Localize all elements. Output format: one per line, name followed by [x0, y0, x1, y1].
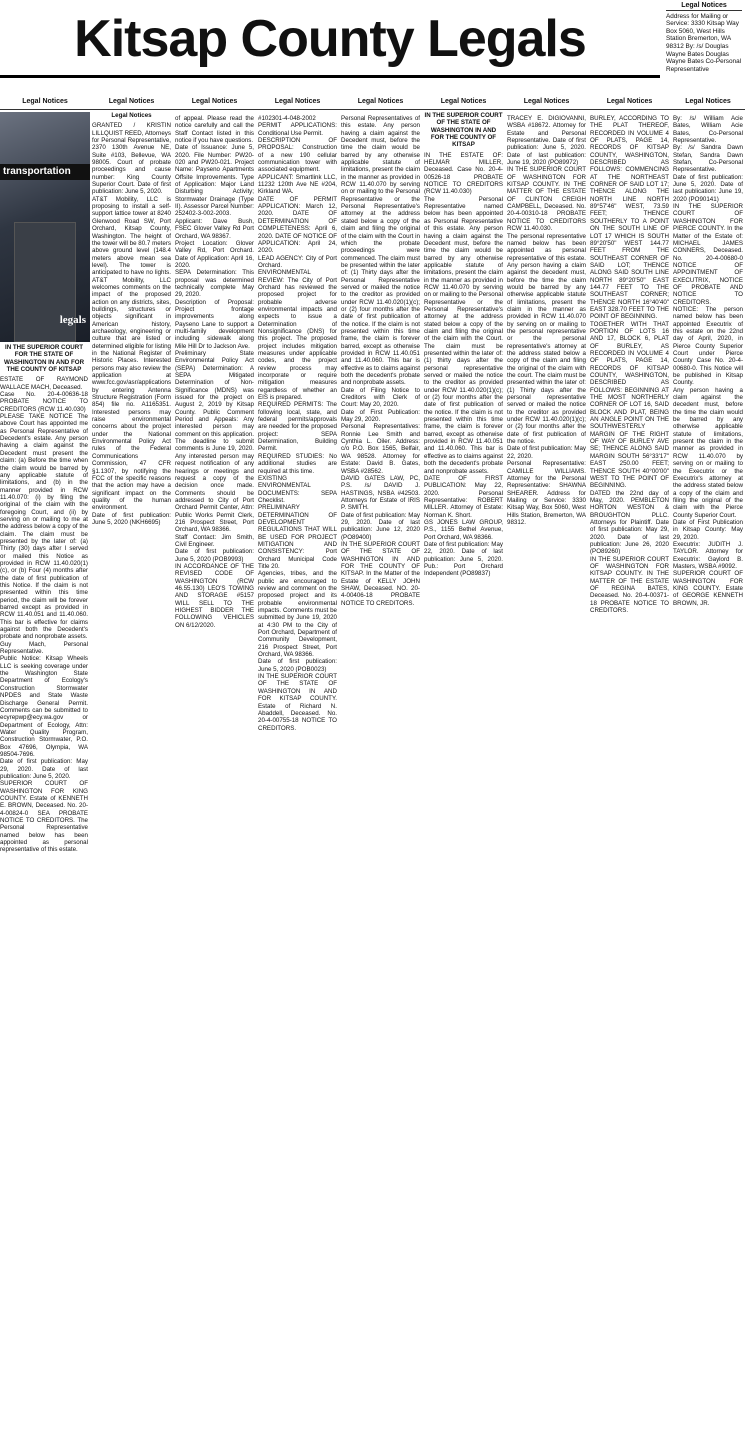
section-label-6: Legal Notices [422, 98, 505, 110]
section-label-9: Legal Notices [671, 98, 745, 110]
legal-column-3 [175, 112, 254, 1438]
column-8-body: BURLEY, ACCORDING TO THE PLAT THEREOF, RECORDED IN VOLUME 4 OF PLATS, PAGE 14, RECORDS OF KITSAP COUNTY, WASHINGTON, DESCRIBED AS FOLLOWS: COMMENCING AT THE NORTHEAST CORNER OF SAID LOT 17; THENCE ALONG THE NORTH LINE NORTH 89°57'46" WEST, 73.59 FEET; THENCE SOUTHERLY TO A POINT ON THE SOUTH LINE OF LOT 17 WHICH IS SOUTH 89°20'50" WEST 144.77 FEET FROM THE SOUTHEAST CORNER OF SAID LOT; THENCE ALONG SAID SOUTH LINE NORTH 89°20'50" EAST 144.77 FEET TO THE SOUTHEAST CORNER; THENCE NORTH 16°40'40" EAST 328.70 FEET TO THE POINT OF BEGINNING. TOGETHER WITH THAT PORTION OF LOTS 16 AND 17, BLOCK 6, PLAT OF BURLEY, AS RECORDED IN VOLUME 4 OF PLATS, PAGE 14, RECORDS OF KITSAP COUNTY, WASHINGTON, DESCRIBED AS FOLLOWS: BEGINNING AT THE MOST NORTHERLY CORNER OF LOT 16, SAID BLOCK AND PLAT, BEING AN ANGLE POINT ON THE SOUTHWESTERLY MARGIN OF THE RIGHT OF WAY OF BURLEY AVE SE; THENCE ALONG SAID MARGIN SOUTH 56°33'17" EAST 250.00 FEET; THENCE SOUTH 40°00'00" WEST TO THE POINT OF BEGINNING. DATED the 22nd day of May, 2020. PEMBLETON HORTON WESTON & BROUGHTON PLLC. Attorneys for Plaintiff. Date of first publication: May 29, 2020. Date of last publication: June 26, 2020 (PO89260) IN THE SUPERIOR COURT OF WASHINGTON FOR KITSAP COUNTY. IN THE MATTER OF THE ESTATE OF REGINA BATES, Deceased. No. 20-4-00371-18 PROBATE NOTICE TO CREDITORS. [590, 115, 669, 615]
column-2-heading: Legal Notices [111, 112, 152, 119]
legal-column-5 [341, 112, 420, 1438]
top-right-text: Address for Mailing or Service: 3330 Kitsap Way Box 5060, West Hills Station Bremerton, WA 98312 By: /s/ Douglas Wayne Bates Douglas Wayne Bates Co-Personal Representative [666, 12, 742, 73]
legal-column-4 [258, 112, 337, 1438]
legal-column-7 [507, 112, 586, 1438]
page-title: Kitsap County Legals [74, 10, 586, 68]
legal-column-8 [590, 112, 669, 1438]
legal-column-6 [424, 112, 503, 1438]
column-6-heading: IN THE SUPERIOR COURT OF THE STATE OF WASHINGTON IN AND FOR THE COUNTY OF KITSAP [424, 112, 503, 149]
column-3-body: of appeal. Please read the notice carefully and call the Staff Contact listed in this notice if you have questions. Date of Issuance: June 5, 2020. File Number: PW20-020 and PW20-021. Project Name: Payseno Apartments Offsite Improvements. Type of Application: Major Land Disturbing Activity; Stormwater Drainage (Type II). Assessor Parcel Number: 252402-3-002-2003. Applicant: Dave Bush, FSEC Glover Valley Rd Port Orchard, WA 98367. Project Location: Glover Valley Rd, Port Orchard. Date of Application: April 16, 2020. SEPA Determination: This proposal was determined technically complete May 29, 2020. Description of Proposal: Project frontage improvements along Payseno Lane to support a multi-family development including sidewalk along Mile Hill Dr to Jackson Ave. Preliminary State Environmental Policy Act (SEPA) Determination: A SEPA Mitigated Determination of Non-Significance (MDNS) was issued for the project on August 2, 2019 by Kitsap County. Public Comment Period and Appeals: Any interested person may comment on this application. The deadline to submit comments is June 19, 2020. Any interested person may request notification of any hearings or meetings and request a copy of the decision once made. Comments should be addressed to City of Port Orchard Permit Center, Attn: Public Works Permit Clerk, 216 Prospect Street, Port Orchard, WA 98366. Staff Contact: Jim Smith, Civil Engineer. Date of first publication: June 5, 2020 (POB9993) IN ACCORDANCE OF THE REVISED CODE OF WASHINGTON (RCW 46.55.130) LEO'S TOWING AND STORAGE #5157 WILL SELL TO THE HIGHEST BIDDER THE FOLLOWING VEHICLES ON 6/12/2020. [175, 115, 254, 629]
photo-bar-label: transportation [0, 164, 90, 180]
section-label-3: Legal Notices [173, 98, 256, 110]
section-label-5: Legal Notices [339, 98, 422, 110]
legal-column-9 [673, 112, 743, 1438]
column-9-body: By: /s/ William Acie Bates, William Acie Bates, Co-Personal Representative. By: /s/ Sandra Dawn Stefan, Sandra Dawn Stefan, Co-Personal Representative. Date of first publication: June 5, 2020. Date of last publication: June 19, 2020 (PO90141) IN THE SUPERIOR COURT OF WASHINGTON FOR PIERCE COUNTY. In the Matter of the Estate of: MICHAEL JAMES CONNERS, Deceased. No. 20-4-00680-0 NOTICE OF APPOINTMENT OF EXECUTRIX, NOTICE OF PROBATE AND NOTICE TO CREDITORS. NOTICE: The person named below has been appointed Executrix of this estate on the 22nd day of April, 2020, in Pierce County Superior Court under Pierce County Case No. 20-4-00680-0. This Notice will be published in Kitsap County. Any person having a claim against the decedent must, before the time the claim would be barred by any otherwise applicable statute of limitations, present the claim in the manner as provided in RCW 11.40.070 by serving on or mailing to the Executrix or the Executrix's attorney at the address stated below a copy of the claim and filing the original of the claim with the Pierce County Superior Court. Date of First Publication in Kitsap County: May 29, 2020. Executrix: JUDITH J. TAYLOR. Attorney for Executrix: Gaylord B. Masters, WSBA #9092. SUPERIOR COURT OF WASHINGTON FOR KING COUNTY. Estate of GEORGE KENNETH BROWN, JR. [673, 115, 743, 607]
photo-caption: legals [59, 314, 86, 326]
column-1-heading: IN THE SUPERIOR COURT FOR THE STATE OF WASHINGTON IN AND FOR THE COUNTY OF KITSAP [3, 344, 85, 374]
top-right-notice [663, 0, 745, 75]
section-label-2: Legal Notices [90, 98, 173, 110]
column-7-body: TRACEY E. DIGIOVANNI, WSBA #18672. Attorney for Estate and Personal Representative. Date of first publication: June 5, 2020. Date of last publication: June 19, 2020 (PO89972) IN THE SUPERIOR COURT OF WASHINGTON FOR KITSAP COUNTY. IN THE MATTER OF THE ESTATE OF CLINTON CREIGH CAMPBELL, Deceased. No. 20-4-00310-18 PROBATE NOTICE TO CREDITORS RCW 11.40.030. The personal representative named below has been appointed as personal representative of this estate. Any person having a claim against the decedent must, before the time the claim would be barred by any otherwise applicable statute of limitations, present the claim in the manner as provided in RCW 11.40.070 by serving on or mailing to the personal representative or the personal representative's attorney at the address stated below a copy of the claim and filing the original of the claim with the court. The claim must be presented within the later of: (1) Thirty days after the personal representative served or mailed the notice to the creditor as provided under RCW 11.40.020(1)(c); or (2) four months after the date of first publication of the notice. Date of first publication: May 22, 2020. Personal Representative: CAMILLE WILLIAMS. Attorney for the Personal Representative: SHAWNA SHEARER. Address for Mailing or Service: 3330 Kitsap Way, Box 5060, West Hills Station, Bremerton, WA 98312. [507, 115, 586, 526]
masthead [0, 0, 660, 78]
column-5-body: Personal Representatives of this estate. Any person having a claim against the Decedent must, before the time the claim would be barred by any otherwise applicable statute of limitations, present the claim in the manner as provided in RCW 11.40.070 by serving on or mailing to the Personal Representative or the Personal Representative's attorney at the address stated below a copy of the claim and filing the original of the claim with the Court in which the probate proceedings were commenced. The claim must be presented within the later of: (1) Thirty days after the Personal Representative served or mailed the notice to the creditor as provided under RCW 11.40.020(1)(c); or (2) four months after the date of first publication of the notice. If the claim is not presented within this time frame, the claim is forever barred, except as otherwise provided in RCW 11.40.051 and 11.40.060. This bar is effective as to claims against both the decedent's probate and nonprobate assets. Date of Filing Notice to Creditors with Clerk of Court: May 20, 2020. Date of First Publication: May 29, 2020. Personal Representatives: Ronnie Lee Smith and Cynthia L. Oiler. Address: c/o P.O. Box 1565, Belfair, WA 98528. Attorney for Estate: David B. Gates, WSBA #28562. DAVID GATES LAW, PC, P.S. /s/ DAVID J. HASTINGS, NSBA #42503. Attorneys for Estate of IRIS P. SMITH. Date of first publication: May 29, 2020. Date of last publication: June 12, 2020 (PO89400) IN THE SUPERIOR COURT OF THE STATE OF WASHINGTON IN AND FOR THE COUNTY OF KITSAP. In the Matter of the Estate of KELLY JOHN SHAW, Deceased. NO. 20-4-00406-18 PROBATE NOTICE TO CREDITORS. [341, 115, 420, 607]
top-right-label: Legal Notices [666, 2, 742, 11]
column-6-body: IN THE ESTATE OF: HELMAR MILLER, Deceased. Case No. 20-4-00526-18 PROBATE NOTICE TO CREDITORS (RCW 11.40.030) The Personal Representative named below has been appointed as Personal Representative of this estate. Any person having a claim against the Decedent must, before the time the claim would be barred by any otherwise applicable statute of limitations, present the claim in the manner as provided in RCW 11.40.070 by serving on or mailing to the Personal Representative or the Personal Representative's attorney at the address stated below a copy of the claim and filing the original of the claim with the Court. The claim must be presented within the later of: (1) thirty days after the personal representative served or mailed the notice to the creditor as provided under RCW 11.40.020(1)(c); or (2) four months after the date of first publication of the notice. If the claim is not presented within this time frame, the claim is forever barred, except as otherwise provided in RCW 11.40.051 and 11.40.060. This bar is effective as to claims against both the decedent's probate and nonprobate assets. DATE OF FIRST PUBLICATION: May 22, 2020. Personal Representative: ROBERT MILLER. Attorney of Estate: Norman K. Short. GS JONES LAW GROUP, P.S., 1155 Bethel Avenue, Port Orchard, WA 98366. Date of first publication: May 22, 2020. Date of last publication: June 5, 2020. Pub.: Port Orchard Independent (PO89837) [424, 151, 503, 578]
legal-column-1 [0, 344, 88, 1438]
legals-photo [0, 112, 90, 342]
section-label-4: Legal Notices [256, 98, 339, 110]
legal-column-2 [92, 112, 171, 1438]
section-label-1: Legal Notices [0, 98, 90, 110]
column-4-body: #102301-4-048-2002 PERMIT APPLICATIONS: Conditional Use Permit. DESCRIPTION OF PROPOSAL: Construction of a new 190 cellular communication tower with associated equipment. APPLICANT: Smartlink LLC, 11232 120th Ave NE #204, Kirkland WA. DATE OF PERMIT APPLICATION: March 12, 2020. DATE OF DETERMINATION OF COMPLETENESS: April 6, 2020. DATE OF NOTICE OF APPLICATION: April 24, 2020. LEAD AGENCY: City of Port Orchard. ENVIRONMENTAL REVIEW: The City of Port Orchard has reviewed the proposed project for probable adverse environmental impacts and expects to issue a Determination of Nonsignificance (DNS) for this project. The proposed project includes mitigation measures under applicable codes, and the project review process may incorporate or require mitigation measures regardless of whether an EIS is prepared. REQUIRED PERMITS: The following local, state, and federal permits/approvals are needed for the proposed project: SEPA Determination, Building Permit. REQUIRED STUDIES: No additional studies are required at this time. EXISTING ENVIRONMENTAL DOCUMENTS: SEPA Checklist. PRELIMINARY DETERMINATION OF DEVELOPMENT REGULATIONS THAT WILL BE USED FOR PROJECT MITIGATION AND CONSISTENCY: Port Orchard Municipal Code Title 20. Agencies, tribes, and the public are encouraged to review and comment on the proposed project and its probable environmental impacts. Comments must be submitted by June 19, 2020 at 4:30 PM to the City of Port Orchard, Department of Community Development, 216 Prospect Street, Port Orchard, WA 98366. Date of first publication: June 5, 2020 (POB0023) IN THE SUPERIOR COURT OF THE STATE OF WASHINGTON IN AND FOR KITSAP COUNTY. Estate of Richard N. Abaddell, Deceased. No. 20-4-00755-18 NOTICE TO CREDITORS. [258, 115, 337, 732]
section-label-7: Legal Notices [505, 98, 588, 110]
section-header-band [0, 98, 745, 110]
column-1-body: ESTATE OF RAYMOND WALLACE MACH, Deceased. Case No. 20-4-00636-18 PROBATE NOTICE TO CREDITORS (RCW 11.40.030) PLEASE TAKE NOTICE The above Court has appointed me as Personal Representative of Decedent's estate. Any person having a claim against the Decedent must present the claim: (a) Before the time when the claim would be barred by any applicable statute of limitations, and (b) in the manner provided in RCW 11.40.070: (i) by filing the original of the claim with the foregoing Court, and (ii) by serving on or mailing to me at the address below a copy of the claim. The claim must be presented by the later of: (a) Thirty (30) days after I served or mailed this Notice as provided in RCW 11.40.020(1)(c), or (b) Four (4) months after the date of first publication of this Notice. If the claim is not presented within this time period, the claim will be forever barred except as provided in RCW 11.40.051 and 11.40.060. This bar is effective for claims against both the Decedent's probate and nonprobate assets. Guy Mach, Personal Representative. Public Notice: Kitsap Wheels LLC is seeking coverage under the Washington State Department of Ecology's Construction Stormwater NPDES and State Waste Discharge General Permit. Comments can be submitted to ecyrepwp@ecy.wa.gov or Department of Ecology, Attn: Water Quality Program, Construction Stormwater, P.O. Box 47696, Olympia, WA 98504-7696. Date of first publication: May 29, 2020. Date of last publication: June 5, 2020. SUPERIOR COURT OF WASHINGTON FOR KING COUNTY. Estate of KENNETH E. BROWN, Deceased. No. 20-4-00824-0 SEA PROBATE NOTICE TO CREDITORS. The Personal Representative named below has been appointed as personal representative of this estate. [0, 376, 88, 854]
column-2-body: GRANTED / KRISTIN LILLQUIST REED, Attorneys for Personal Representative, 2370 130th Avenue NE, Suite #103, Bellevue, WA 98005. Court of probate proceedings and cause number: King County Superior Court. Date of first publication: June 5, 2020. AT&T Mobility, LLC is proposing to install a self-support lattice tower at 8240 Glenwood Road SW, Port Orchard, Kitsap County, Washington. The height of the tower will be 80.7 meters above ground level (148.4 meters above mean sea level). The tower is anticipated to have no lights. AT&T Mobility, LLC welcomes comments on the impact of the proposed action on any districts, sites, buildings, structures or objects significant in American history, archaeology, engineering or culture that are listed or determined eligible for listing in the National Register of Historic Places. Interested persons may also review the application at www.fcc.gov/asr/applications by entering Antenna Structure Registration (Form 854) file no. A1165351. Interested persons may raise environmental concerns about the project under the National Environmental Policy Act rules of the Federal Communications Commission, 47 CFR §1.1307, by notifying the FCC of the specific reasons that the action may have a significant impact on the quality of the human environment. Date of first publication: June 5, 2020 (NKH6695) [92, 122, 171, 526]
section-label-8: Legal Notices [588, 98, 671, 110]
